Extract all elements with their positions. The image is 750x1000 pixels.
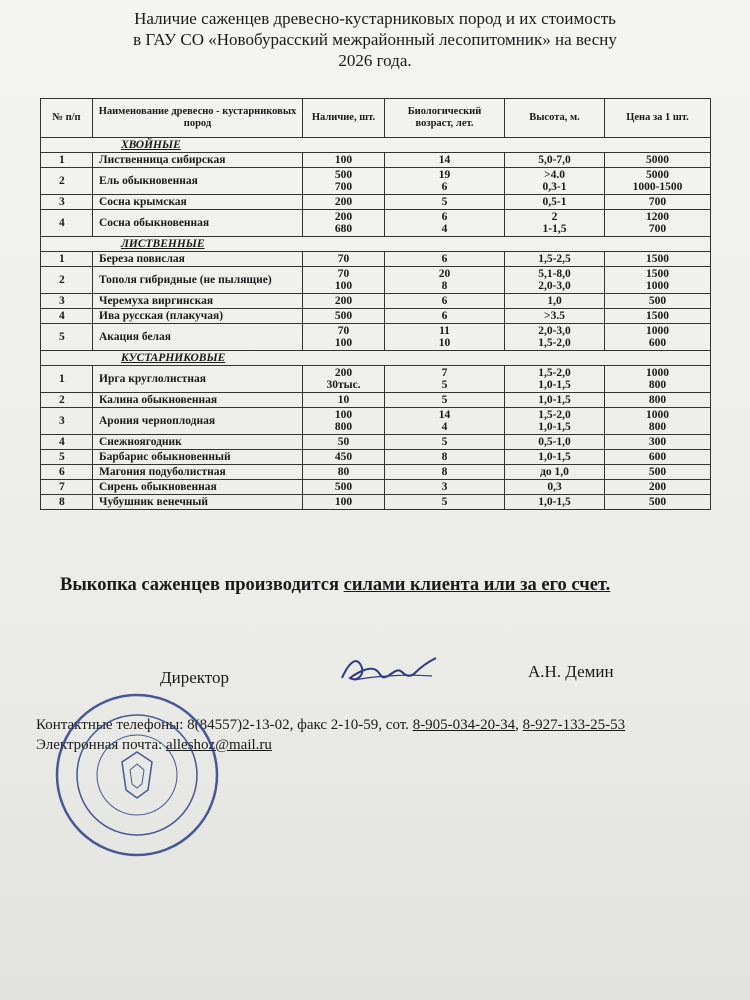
cell-price-value: 1500 <box>646 253 669 265</box>
cell-price-value: 700 <box>648 223 667 235</box>
cell-age-value: 8 <box>441 451 448 463</box>
cell-qty-value: 100 <box>334 409 353 421</box>
cell-height <box>505 435 605 450</box>
table-row <box>41 168 711 195</box>
cell-qty-value: 200 <box>334 295 353 307</box>
cell-age-value: 7 <box>441 367 448 379</box>
email-link[interactable]: alleshoz@mail.ru <box>166 737 272 753</box>
cell-height <box>505 153 605 168</box>
note-underlined: силами клиента или за его счет. <box>343 575 611 595</box>
cell-age <box>385 465 505 480</box>
cell-price <box>605 324 711 351</box>
cell-name: Сосна крымская <box>93 195 303 210</box>
cell-age-value: 20 <box>438 268 451 280</box>
cell-qty <box>303 435 385 450</box>
cell-num: 6 <box>41 465 93 480</box>
cell-age-value: 6 <box>441 181 448 193</box>
cell-name: Снежноягодник <box>93 435 303 450</box>
cell-qty-value: 80 <box>337 466 350 478</box>
title-line-3: 2026 года. <box>338 51 412 70</box>
phone-separator: , <box>515 717 523 733</box>
cell-height-value: 1,5-2,0 <box>538 337 571 349</box>
cell-age <box>385 309 505 324</box>
cell-price <box>605 252 711 267</box>
section-row <box>41 351 711 366</box>
cell-name: Ива русская (плакучая) <box>93 309 303 324</box>
cell-height-value: 0,5-1 <box>542 196 567 208</box>
table-row <box>41 324 711 351</box>
header-num: № п/п <box>41 99 93 138</box>
cell-qty-value: 800 <box>334 421 353 433</box>
cell-price-value: 500 <box>648 466 667 478</box>
table-row <box>41 309 711 324</box>
cell-age <box>385 480 505 495</box>
cell-age <box>385 324 505 351</box>
cell-age-value: 6 <box>441 295 448 307</box>
organization-seal <box>52 690 222 860</box>
cell-height-value: 0,3-1 <box>542 181 567 193</box>
cell-height <box>505 366 605 393</box>
cell-height-value: >3.5 <box>544 310 565 322</box>
cell-age-value: 19 <box>438 169 451 181</box>
table-header-row <box>41 99 711 138</box>
cell-height-value: 2 <box>551 211 558 223</box>
cell-name: Магония подуболистная <box>93 465 303 480</box>
cell-qty <box>303 210 385 237</box>
cell-num: 4 <box>41 309 93 324</box>
cell-height-value: 5,0-7,0 <box>538 154 571 166</box>
cell-num: 4 <box>41 210 93 237</box>
cell-qty-value: 200 <box>334 196 353 208</box>
table-row <box>41 495 711 510</box>
cell-name: Тополя гибридные (не пылящие) <box>93 267 303 294</box>
cell-price <box>605 495 711 510</box>
document-title <box>60 8 690 71</box>
cell-price-value: 5000 <box>646 154 669 166</box>
cell-age-value: 5 <box>441 436 448 448</box>
note-prefix: Выкопка саженцев производится <box>60 575 344 595</box>
header-price: Цена за 1 шт. <box>605 99 711 138</box>
cell-num: 7 <box>41 480 93 495</box>
cell-qty <box>303 408 385 435</box>
cell-name: Ель обыкновенная <box>93 168 303 195</box>
cell-price <box>605 309 711 324</box>
cell-qty-value: 70 <box>337 325 350 337</box>
section-title: ЛИСТВЕННЫЕ <box>41 237 711 252</box>
cell-height-value: 0,5-1,0 <box>538 436 571 448</box>
cell-height <box>505 309 605 324</box>
cell-height-value: 1,0-1,5 <box>538 451 571 463</box>
cell-name: Арония черноплодная <box>93 408 303 435</box>
cell-price <box>605 480 711 495</box>
cell-height-value: 5,1-8,0 <box>538 268 571 280</box>
cell-height <box>505 408 605 435</box>
cell-height-value: 1,0-1,5 <box>538 421 571 433</box>
cell-price <box>605 393 711 408</box>
cell-qty-value: 200 <box>334 211 353 223</box>
table-row <box>41 153 711 168</box>
cell-price-value: 1200 <box>646 211 669 223</box>
cell-price <box>605 366 711 393</box>
table-row <box>41 252 711 267</box>
phone-2: 8-927-133-25-53 <box>522 717 626 733</box>
cell-price-value: 600 <box>648 451 667 463</box>
cell-qty-value: 700 <box>334 181 353 193</box>
cell-qty-value: 50 <box>337 436 350 448</box>
cell-height-value: 1,0-1,5 <box>538 496 571 508</box>
cell-price <box>605 267 711 294</box>
cell-height <box>505 195 605 210</box>
cell-age-value: 4 <box>441 421 448 433</box>
cell-name: Береза повислая <box>93 252 303 267</box>
table-row <box>41 480 711 495</box>
header-qty: Наличие, шт. <box>303 99 385 138</box>
cell-price-value: 800 <box>648 394 667 406</box>
cell-height <box>505 465 605 480</box>
table-row <box>41 465 711 480</box>
cell-qty <box>303 195 385 210</box>
cell-age <box>385 435 505 450</box>
cell-height-value: >4.0 <box>544 169 565 181</box>
cell-price <box>605 210 711 237</box>
cell-height-value: 1,5-2,0 <box>538 409 571 421</box>
cell-age <box>385 393 505 408</box>
cell-qty-value: 680 <box>334 223 353 235</box>
cell-age <box>385 366 505 393</box>
cell-qty-value: 100 <box>334 496 353 508</box>
email-prefix: Электронная почта: <box>36 737 167 753</box>
cell-age <box>385 195 505 210</box>
cell-price-value: 5000 <box>646 169 669 181</box>
cell-height-value: 2,0-3,0 <box>538 280 571 292</box>
cell-height-value: до 1,0 <box>540 466 569 478</box>
cell-price <box>605 450 711 465</box>
cell-height-value: 1,0 <box>547 295 562 307</box>
cell-price-value: 800 <box>648 379 667 391</box>
cell-height-value: 2,0-3,0 <box>538 325 571 337</box>
cell-qty <box>303 366 385 393</box>
cell-height <box>505 267 605 294</box>
cell-num: 5 <box>41 450 93 465</box>
cell-price-value: 1500 <box>646 310 669 322</box>
cell-price-value: 1000 <box>646 325 669 337</box>
cell-num: 1 <box>41 153 93 168</box>
cell-price <box>605 294 711 309</box>
cell-age <box>385 495 505 510</box>
cell-age-value: 4 <box>441 223 448 235</box>
header-height: Высота, м. <box>505 99 605 138</box>
cell-age-value: 5 <box>441 379 448 391</box>
cell-qty <box>303 309 385 324</box>
cell-name: Барбарис обыкновенный <box>93 450 303 465</box>
cell-qty <box>303 465 385 480</box>
cell-price-value: 200 <box>648 481 667 493</box>
cell-age-value: 8 <box>441 280 448 292</box>
cell-name: Ирга круглолистная <box>93 366 303 393</box>
table-row <box>41 393 711 408</box>
cell-qty-value: 70 <box>337 268 350 280</box>
section-title: ХВОЙНЫЕ <box>41 138 711 153</box>
cell-qty <box>303 450 385 465</box>
cell-height-value: 1-1,5 <box>542 223 567 235</box>
cell-height <box>505 324 605 351</box>
cell-price-value: 1000-1500 <box>632 181 683 193</box>
table-row <box>41 195 711 210</box>
cell-price-value: 1000 <box>646 280 669 292</box>
cell-age-value: 10 <box>438 337 451 349</box>
title-line-2: в ГАУ СО «Новобурасский межрайонный лесопитомник» на весну <box>133 30 617 49</box>
cell-height-value: 1,5-2,0 <box>538 367 571 379</box>
director-name: А.Н. Демин <box>528 662 614 681</box>
cell-qty <box>303 252 385 267</box>
cell-qty <box>303 294 385 309</box>
cell-price <box>605 195 711 210</box>
cell-height <box>505 168 605 195</box>
digging-note <box>60 575 720 596</box>
table-row <box>41 294 711 309</box>
cell-qty <box>303 495 385 510</box>
cell-price <box>605 435 711 450</box>
cell-age-value: 5 <box>441 496 448 508</box>
table-body <box>41 138 711 510</box>
cell-age <box>385 168 505 195</box>
table-row <box>41 366 711 393</box>
cell-age <box>385 294 505 309</box>
cell-num: 1 <box>41 366 93 393</box>
title-line-1: Наличие саженцев древесно-кустарниковых пород и их стоимость <box>134 9 616 28</box>
section-row <box>41 138 711 153</box>
table-row <box>41 267 711 294</box>
cell-age <box>385 210 505 237</box>
table-row <box>41 435 711 450</box>
cell-height-value: 0,3 <box>547 481 562 493</box>
cell-num: 2 <box>41 267 93 294</box>
table-row <box>41 450 711 465</box>
cell-age-value: 5 <box>441 196 448 208</box>
cell-price-value: 700 <box>648 196 667 208</box>
cell-height <box>505 393 605 408</box>
cell-num: 3 <box>41 408 93 435</box>
cell-qty <box>303 168 385 195</box>
cell-num: 3 <box>41 195 93 210</box>
cell-price <box>605 408 711 435</box>
cell-name: Калина обыкновенная <box>93 393 303 408</box>
cell-age-value: 6 <box>441 310 448 322</box>
cell-height-value: 1,5-2,5 <box>538 253 571 265</box>
cell-age-value: 11 <box>439 325 450 337</box>
cell-qty-value: 500 <box>334 169 353 181</box>
cell-qty <box>303 324 385 351</box>
cell-height <box>505 210 605 237</box>
cell-num: 8 <box>41 495 93 510</box>
cell-height <box>505 480 605 495</box>
director-signature <box>336 650 446 690</box>
cell-qty-value: 500 <box>334 481 353 493</box>
cell-num: 5 <box>41 324 93 351</box>
cell-price-value: 1000 <box>646 409 669 421</box>
cell-qty <box>303 153 385 168</box>
cell-price-value: 300 <box>648 436 667 448</box>
cell-num: 1 <box>41 252 93 267</box>
cell-price-value: 500 <box>648 295 667 307</box>
cell-height <box>505 450 605 465</box>
cell-age <box>385 267 505 294</box>
cell-age <box>385 153 505 168</box>
cell-age-value: 3 <box>441 481 448 493</box>
cell-qty-value: 450 <box>334 451 353 463</box>
cell-qty-value: 200 <box>334 367 353 379</box>
header-age: Биологический возраст, лет. <box>385 99 505 138</box>
seedlings-table <box>40 98 711 510</box>
section-row <box>41 237 711 252</box>
cell-num: 2 <box>41 168 93 195</box>
cell-age-value: 14 <box>438 154 451 166</box>
cell-name: Чубушник венечный <box>93 495 303 510</box>
cell-price-value: 1500 <box>646 268 669 280</box>
cell-qty <box>303 480 385 495</box>
cell-age-value: 8 <box>441 466 448 478</box>
table-row <box>41 210 711 237</box>
cell-height-value: 1,0-1,5 <box>538 394 571 406</box>
table-row <box>41 408 711 435</box>
cell-qty-value: 100 <box>334 337 353 349</box>
cell-height-value: 1,0-1,5 <box>538 379 571 391</box>
cell-qty <box>303 393 385 408</box>
header-name: Наименование древесно - кустарниковых пород <box>93 99 303 138</box>
section-title: КУСТАРНИКОВЫЕ <box>41 351 711 366</box>
cell-age-value: 6 <box>441 211 448 223</box>
cell-qty-value: 10 <box>337 394 350 406</box>
director-role: Директор <box>160 668 229 687</box>
cell-age <box>385 408 505 435</box>
cell-age-value: 14 <box>438 409 451 421</box>
cell-age-value: 6 <box>441 253 448 265</box>
cell-height <box>505 294 605 309</box>
cell-price <box>605 153 711 168</box>
cell-qty-value: 100 <box>334 280 353 292</box>
cell-qty <box>303 267 385 294</box>
cell-price-value: 1000 <box>646 367 669 379</box>
cell-qty-value: 500 <box>334 310 353 322</box>
cell-height <box>505 252 605 267</box>
cell-num: 4 <box>41 435 93 450</box>
cell-height <box>505 495 605 510</box>
cell-name: Сосна обыкновенная <box>93 210 303 237</box>
cell-name: Сирень обыкновенная <box>93 480 303 495</box>
cell-num: 2 <box>41 393 93 408</box>
cell-age <box>385 450 505 465</box>
cell-name: Акация белая <box>93 324 303 351</box>
cell-price-value: 500 <box>648 496 667 508</box>
cell-age <box>385 252 505 267</box>
cell-qty-value: 100 <box>334 154 353 166</box>
cell-name: Черемуха виргинская <box>93 294 303 309</box>
cell-price-value: 800 <box>648 421 667 433</box>
cell-qty-value: 30тыс. <box>326 379 361 391</box>
cell-age-value: 5 <box>441 394 448 406</box>
cell-price-value: 600 <box>648 337 667 349</box>
cell-num: 3 <box>41 294 93 309</box>
cell-name: Лиственница сибирская <box>93 153 303 168</box>
cell-price <box>605 168 711 195</box>
cell-qty-value: 70 <box>337 253 350 265</box>
phones-prefix: Контактные телефоны: 8(84557)2-13-02, факс 2-10-59, сот. <box>36 717 413 733</box>
cell-price <box>605 465 711 480</box>
phone-1: 8-905-034-20-34 <box>412 717 516 733</box>
